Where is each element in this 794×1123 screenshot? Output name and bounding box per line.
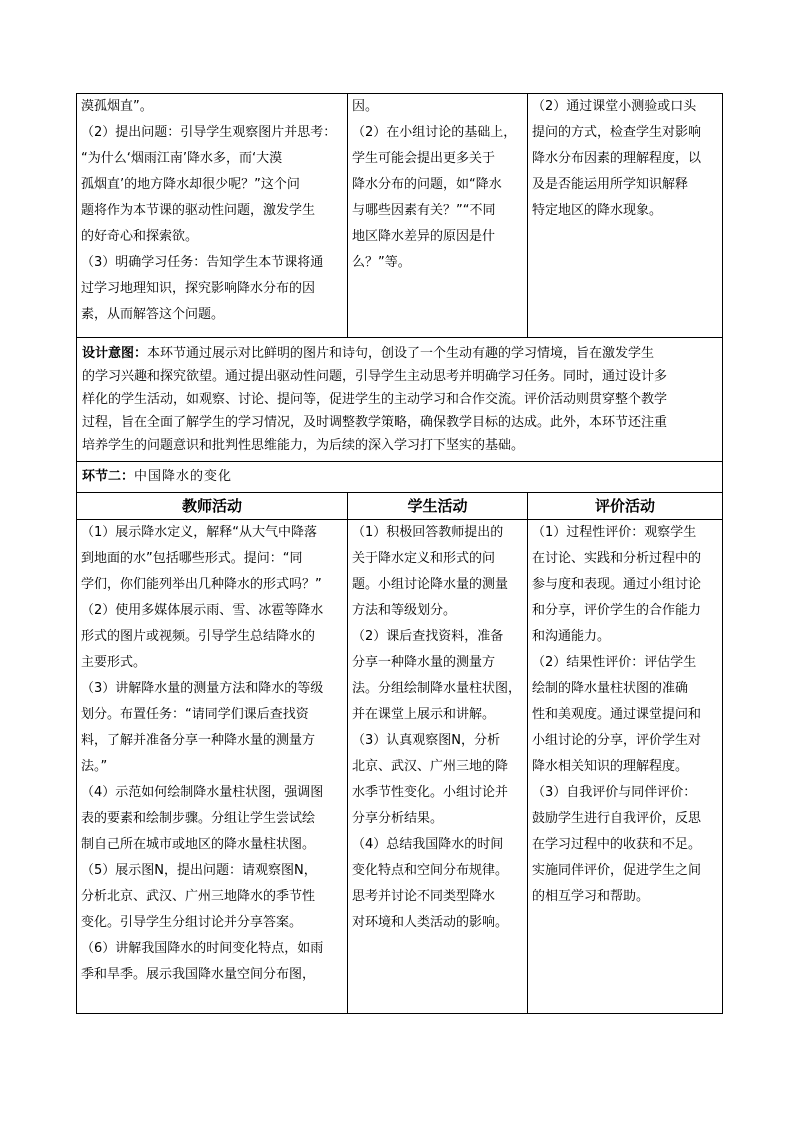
text-line: 水季节性变化。小组讨论并 — [352, 785, 509, 800]
text-line: 题将作为本节课的驱动性问题，激发学生 — [81, 203, 316, 218]
top-eval-cell — [528, 94, 723, 338]
design-intent-cell — [77, 338, 723, 462]
text-line: 北京、武汉、广州三地的降 — [352, 759, 509, 774]
design-intent-row — [77, 338, 723, 462]
text-line: 么？”等。 — [352, 255, 411, 270]
text-line: 和分享，评价学生的合作能力 — [532, 603, 702, 618]
header-teacher-label: 教师活动 — [181, 497, 242, 515]
text-line: 的学习兴趣和探究欲望。通过提出驱动性问题，引导学生主动思考并明确学习任务。同时，通过设计多 — [82, 369, 668, 384]
text-line: 的好奇心和探索欲。 — [81, 229, 199, 244]
text-line: 思考并讨论不同类型降水 — [352, 889, 496, 904]
text-line: 降水分布因素的理解程度，以 — [532, 151, 702, 166]
text-line-content: 本环节通过展示对比鲜明的图片和诗句，创设了一个生动有趣的学习情境，旨在激发学生 — [147, 346, 655, 361]
section-title-row — [77, 462, 723, 493]
top-teacher-cell — [77, 94, 348, 338]
text-line: （2）提出问题：引导学生观察图片并思考： — [81, 125, 337, 140]
text-line: 过学习地理知识，探究影响降水分布的因 — [81, 281, 316, 296]
text-line: 变化特点和空间分布规律。 — [352, 863, 509, 878]
section-title — [77, 462, 722, 492]
text-line: （2）课后查找资料，准备 — [352, 629, 504, 644]
text-line: 降水相关知识的理解程度。 — [532, 759, 689, 774]
text-line: 料，了解并准备分享一种降水量的测量方 — [81, 733, 316, 748]
text-line: （1）积极回答教师提出的 — [352, 525, 504, 540]
text-line: 素，从而解答这个问题。 — [81, 307, 225, 322]
text-line: 法。” — [81, 759, 108, 774]
text-line: 并在课堂上展示和讲解。 — [352, 707, 496, 722]
text-line: 题。小组讨论降水量的测量 — [352, 577, 509, 592]
text-line: 性和美观度。通过课堂提问和 — [532, 707, 702, 722]
text-line: 特定地区的降水现象。 — [532, 203, 663, 218]
design-intent-label: 设计意图： — [82, 346, 148, 361]
text-line: 漠孤烟直”。 — [81, 99, 153, 114]
text-line: 因。 — [352, 99, 379, 114]
header-student — [348, 493, 528, 520]
top-student-text — [348, 94, 527, 276]
text-line: 的相互学习和帮助。 — [532, 889, 650, 904]
text-line: 地区降水差异的原因是什 — [352, 229, 496, 244]
text-line: 关于降水定义和形式的问 — [352, 551, 496, 566]
text-line: （1）过程性评价：观察学生 — [532, 525, 697, 540]
text-line: （3）明确学习任务：告知学生本节课将通 — [81, 255, 324, 270]
text-line: 小组讨论的分享，评价学生对 — [532, 733, 702, 748]
text-line: 和沟通能力。 — [532, 629, 611, 644]
text-line: 主要形式。 — [81, 655, 147, 670]
text-line: 划分。布置任务：“请同学们课后查找资 — [81, 707, 309, 722]
text-line: 分享一种降水量的测量方 — [352, 655, 496, 670]
design-intent-text — [77, 338, 722, 457]
section-name: 中国降水的变化 — [134, 469, 233, 484]
header-eval-label: 评价活动 — [594, 497, 655, 515]
text-line: （4）总结我国降水的时间 — [352, 837, 504, 852]
text-line: 法。分组绘制降水量柱状图， — [352, 681, 522, 696]
lesson-plan-table — [76, 93, 723, 1014]
text-line: 学们，你们能列举出几种降水的形式吗？” — [81, 577, 322, 592]
text-line — [82, 342, 717, 365]
header-eval — [528, 493, 723, 520]
header-teacher — [77, 493, 348, 520]
top-student-cell — [348, 94, 528, 338]
text-line: 提问的方式，检查学生对影响 — [532, 125, 702, 140]
lesson-plan-page — [76, 93, 722, 1014]
text-line: （1）展示降水定义，解释“从大气中降落 — [81, 525, 318, 540]
bottom-eval-text — [528, 520, 722, 910]
bottom-student-text — [348, 520, 527, 936]
column-header-row — [77, 493, 723, 520]
text-line: 形式的图片或视频。引导学生总结降水的 — [81, 629, 316, 644]
text-line: （2）通过课堂小测验或口头 — [532, 99, 697, 114]
text-line: 样化的学生活动，如观察、讨论、提问等，促进学生的主动学习和合作交流。评价活动则贯穿整个教学 — [82, 392, 668, 407]
text-line: 制自己所在城市或地区的降水量柱状图。 — [81, 837, 316, 852]
text-line: 变化。引导学生分组讨论并分享答案。 — [81, 915, 303, 930]
text-line: 及是否能运用所学知识解释 — [532, 177, 689, 192]
text-line: 实施同伴评价，促进学生之间 — [532, 863, 702, 878]
text-line: 孤烟直’的地方降水却很少呢？”这个问 — [81, 177, 300, 192]
bottom-student-cell — [348, 520, 528, 1014]
text-line: （6）讲解我国降水的时间变化特点，如雨 — [81, 941, 324, 956]
text-line: （2）结果性评价：评估学生 — [532, 655, 697, 670]
text-line: 对环境和人类活动的影响。 — [352, 915, 509, 930]
text-line: （3）认真观察图N，分析 — [352, 733, 500, 748]
text-line: 表的要素和绘制步骤。分组让学生尝试绘 — [81, 811, 316, 826]
text-line: （2）使用多媒体展示雨、雪、冰雹等降水 — [81, 603, 324, 618]
bottom-teacher-cell — [77, 520, 348, 1014]
bottom-eval-cell — [528, 520, 723, 1014]
bottom-teacher-text — [77, 520, 347, 988]
text-line: 参与度和表现。通过小组讨论 — [532, 577, 702, 592]
section-title-cell — [77, 462, 723, 493]
text-line: 季和旱季。展示我国降水量空间分布图， — [81, 967, 316, 982]
bottom-activity-row — [77, 520, 723, 1014]
text-line: （5）展示图N，提出问题：请观察图N， — [81, 863, 317, 878]
text-line: 学生可能会提出更多关于 — [352, 151, 496, 166]
text-line: 分析北京、武汉、广州三地降水的季节性 — [81, 889, 316, 904]
text-line: 到地面的水”包括哪些形式。提问：“同 — [81, 551, 303, 566]
text-line: 方法和等级划分。 — [352, 603, 457, 618]
top-teacher-text — [77, 94, 347, 328]
text-line: 分享分析结果。 — [352, 811, 444, 826]
text-line: 绘制的降水量柱状图的准确 — [532, 681, 689, 696]
text-line: 在讨论、实践和分析过程中的 — [532, 551, 702, 566]
top-activity-row — [77, 94, 723, 338]
text-line: 降水分布的问题，如“降水 — [352, 177, 502, 192]
header-student-label: 学生活动 — [407, 497, 468, 515]
text-line: （3）自我评价与同伴评价： — [532, 785, 697, 800]
text-line: “为什么‘烟雨江南’降水多，而‘大漠 — [81, 151, 283, 166]
section-label: 环节二： — [82, 469, 135, 484]
text-line: 过程，旨在全面了解学生的学习情况，及时调整教学策略，确保教学目标的达成。此外，本环节还注重 — [82, 415, 668, 430]
text-line: （4）示范如何绘制降水量柱状图，强调图 — [81, 785, 324, 800]
text-line: 与哪些因素有关？”“不同 — [352, 203, 496, 218]
top-eval-text — [528, 94, 722, 224]
text-line: （3）讲解降水量的测量方法和降水的等级 — [81, 681, 324, 696]
text-line: 鼓励学生进行自我评价，反思 — [532, 811, 702, 826]
text-line: 在学习过程中的收获和不足。 — [532, 837, 702, 852]
text-line: （2）在小组讨论的基础上， — [352, 125, 517, 140]
text-line: 培养学生的问题意识和批判性思维能力，为后续的深入学习打下坚实的基础。 — [82, 438, 525, 453]
